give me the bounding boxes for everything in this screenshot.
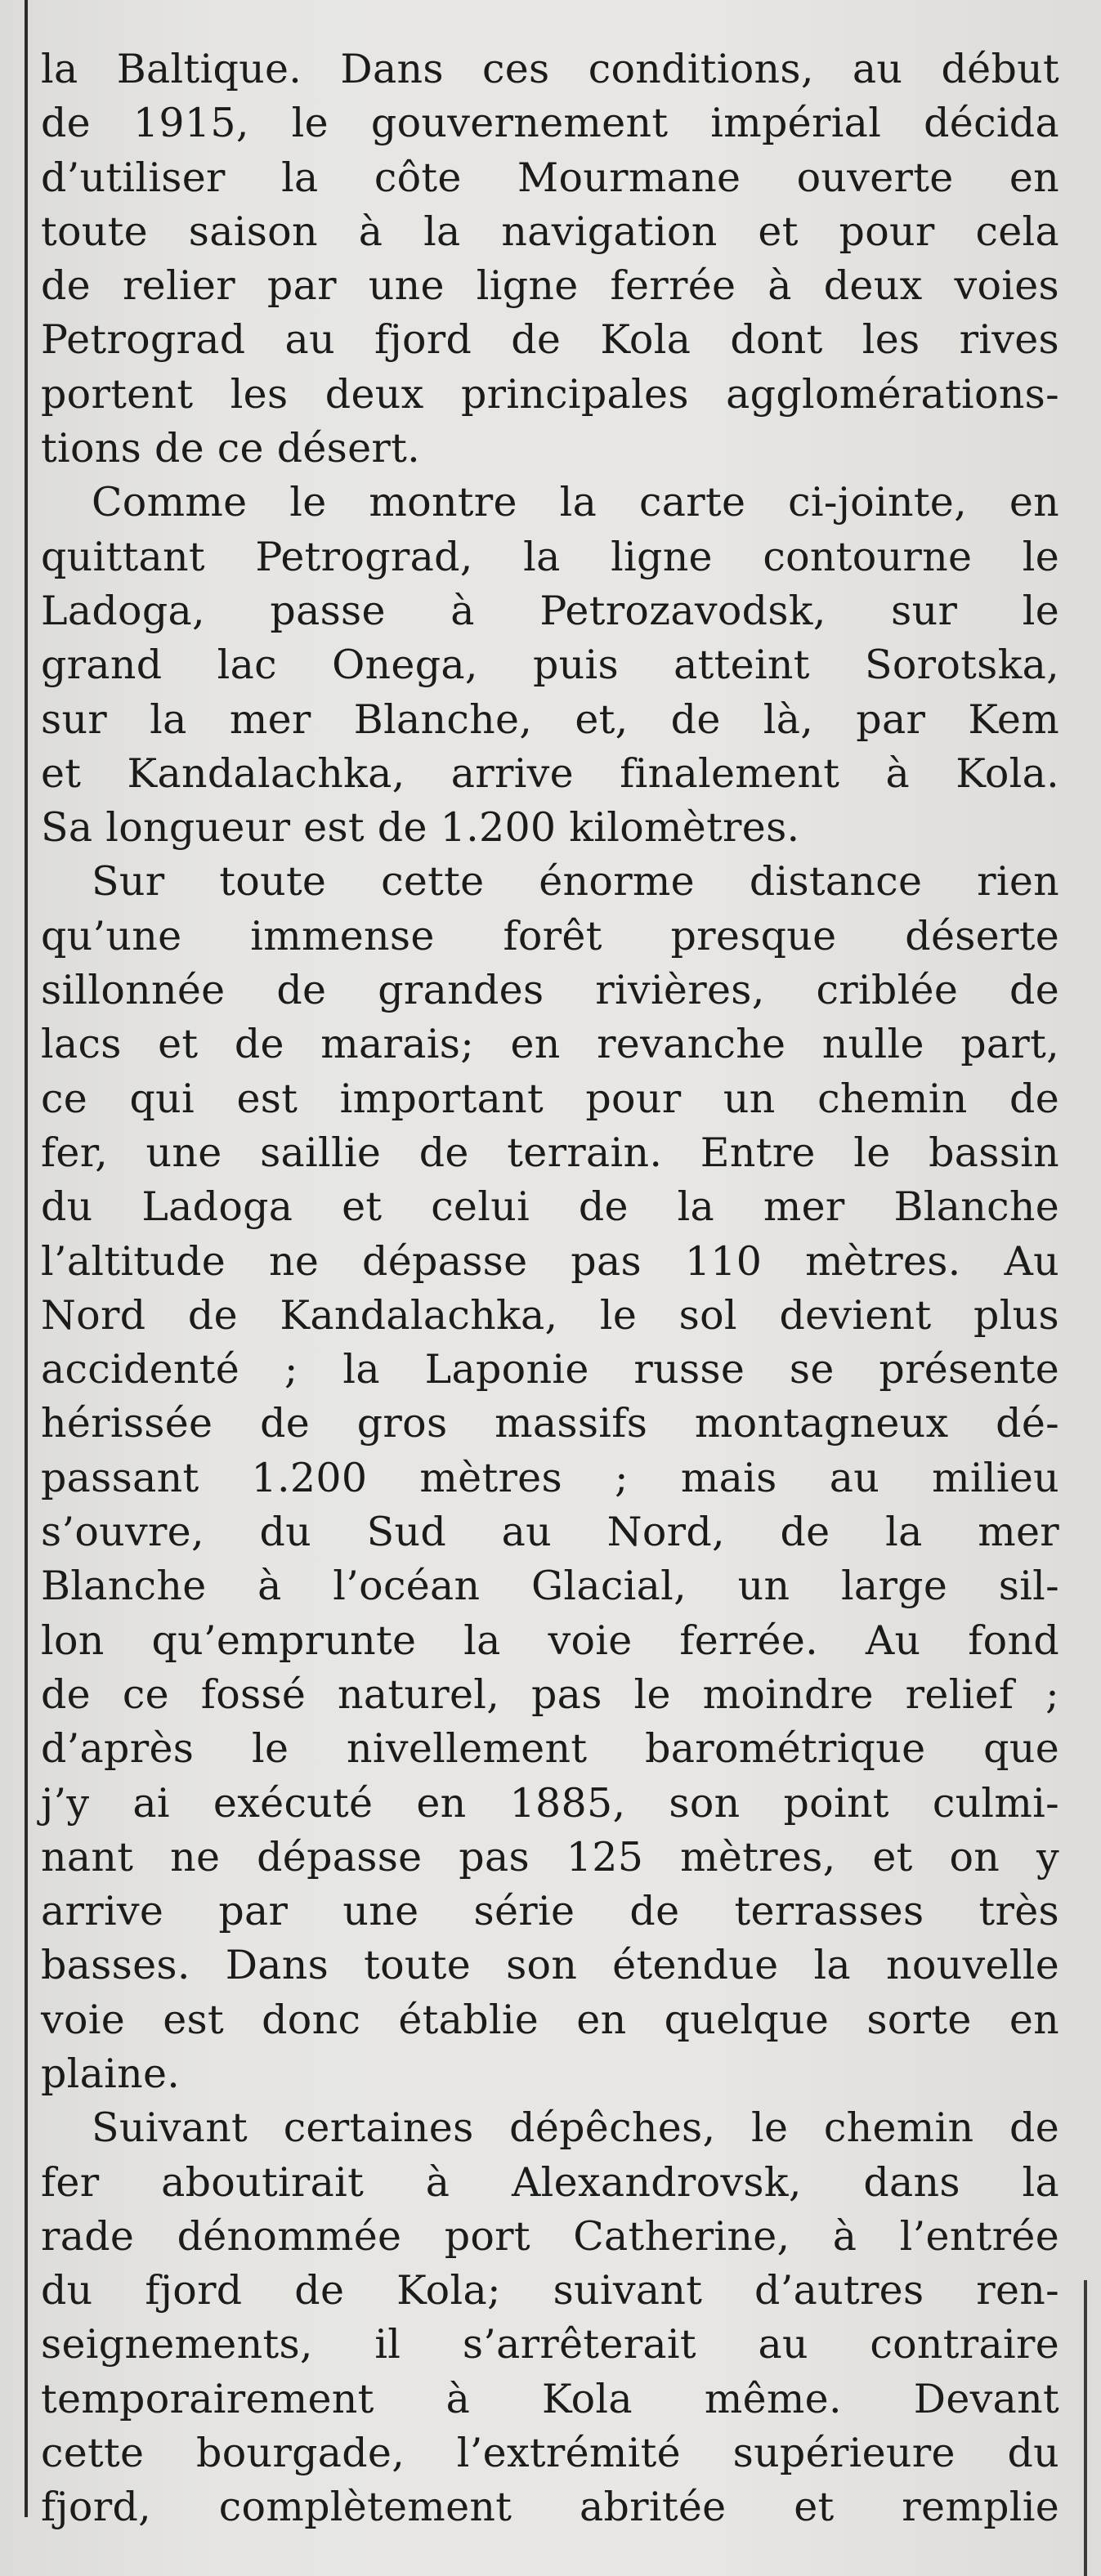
text-line: sur la mer Blanche, et, de là, par Kem [41, 695, 1059, 743]
text-line: Sa longueur est de 1.200 kilomètres. [41, 804, 800, 852]
text-line: cette bourgade, l’extrémité supérieure du [41, 2430, 1059, 2477]
text-line: arrive par une série de terrasses très [41, 1888, 1059, 1935]
text-line: toute saison à la navigation et pour cela [41, 208, 1059, 255]
text-line: passant 1.200 mètres ; mais au milieu [41, 1454, 1059, 1501]
text-line: Sur toute cette énorme distance rien [92, 858, 1059, 906]
text-line: Nord de Kandalachka, le sol devient plus [41, 1291, 1059, 1339]
text-line: grand lac Onega, puis atteint Sorotska, [41, 642, 1059, 689]
text-line: Comme le montre la carte ci-jointe, en [92, 479, 1059, 526]
column-rule-right [1084, 2280, 1087, 2576]
text-line: du fjord de Kola; suivant d’autres ren- [41, 2267, 1059, 2314]
text-line: de relier par une ligne ferrée à deux voies [41, 262, 1059, 310]
text-line: voie est donc établie en quelque sorte en [41, 1996, 1059, 2043]
text-line: portent les deux principales agglomérations- [41, 370, 1059, 418]
text-line: plaine. [41, 2050, 181, 2097]
text-line: d’utiliser la côte Mourmane ouverte en [41, 154, 1059, 201]
text-line: Petrograd au fjord de Kola dont les rives [41, 316, 1059, 364]
text-line: rade dénommée port Catherine, à l’entrée [41, 2212, 1059, 2260]
text-line: d’après le nivellement barométrique que [41, 1725, 1059, 1773]
text-line: ce qui est important pour un chemin de [41, 1075, 1059, 1122]
paragraph-2 [41, 476, 1059, 855]
text-line: nant ne dépasse pas 125 mètres, et on y [41, 1833, 1059, 1881]
text-line: de ce fossé naturel, pas le moindre relief ; [41, 1670, 1059, 1718]
text-line: lacs et de marais; en revanche nulle part, [41, 1021, 1059, 1068]
text-line: fjord, complètement abritée et remplie [41, 2484, 1059, 2531]
text-line: Blanche à l’océan Glacial, un large sil- [41, 1563, 1059, 1610]
text-line: la Baltique. Dans ces conditions, au début [41, 46, 1059, 92]
paragraph-4 [41, 2101, 1059, 2534]
text-line: accidenté ; la Laponie russe se présente [41, 1346, 1059, 1393]
paragraph-3 [41, 855, 1059, 2101]
text-line: s’ouvre, du Sud au Nord, de la mer [41, 1509, 1059, 1556]
text-line: sillonnée de grandes rivières, criblée de [41, 967, 1059, 1014]
paragraph-1 [41, 42, 1059, 476]
text-line: quittant Petrograd, la ligne contourne le [41, 533, 1059, 580]
column-rule-left [25, 0, 28, 2517]
text-line: de 1915, le gouvernement impérial décida [41, 100, 1059, 147]
text-line: temporairement à Kola même. Devant [41, 2375, 1059, 2422]
text-line: lon qu’emprunte la voie ferrée. Au fond [41, 1617, 1059, 1664]
text-line: tions de ce désert. [41, 425, 420, 472]
text-line: qu’une immense forêt presque déserte [41, 912, 1059, 959]
text-line: basses. Dans toute son étendue la nouvelle [41, 1942, 1059, 1989]
text-column [41, 42, 1059, 2535]
text-line: seignements, il s’arrêterait au contraire [41, 2321, 1059, 2368]
text-line: Suivant certaines dépêches, le chemin de [92, 2104, 1059, 2152]
text-line: fer, une saillie de terrain. Entre le bassin [41, 1129, 1059, 1176]
text-line: j’y ai exécuté en 1885, son point culmi- [41, 1779, 1059, 1827]
text-line: l’altitude ne dépasse pas 110 mètres. Au [41, 1237, 1059, 1285]
text-line: fer aboutirait à Alexandrovsk, dans la [41, 2158, 1059, 2206]
text-line: et Kandalachka, arrive finalement à Kola. [41, 749, 1059, 797]
text-line: du Ladoga et celui de la mer Blanche [41, 1183, 1059, 1231]
text-line: hérissée de gros massifs montagneux dé- [41, 1400, 1059, 1447]
text-line: Ladoga, passe à Petrozavodsk, sur le [41, 587, 1059, 634]
